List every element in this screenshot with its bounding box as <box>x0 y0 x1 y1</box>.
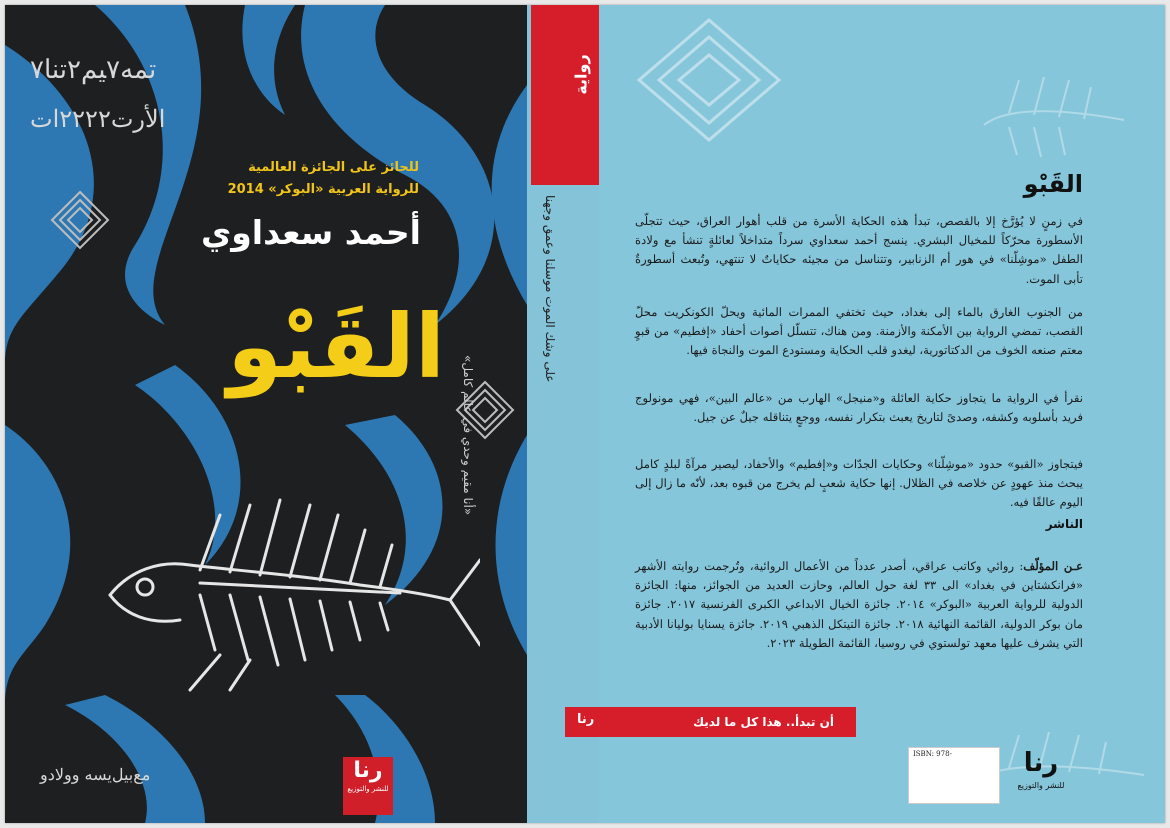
genre-label: رواية <box>571 54 591 95</box>
ancient-script-top: ﺗﻤﻪ٧ﻴﻢ٢ﺗﻨﺎ٧ <box>30 55 157 85</box>
fish-skeleton-icon <box>100 475 480 695</box>
prize-line-1: للحائز على الجائزة العالمية <box>248 160 419 175</box>
blurb-paragraph: من الجنوب الغارق بالماء إلى بغداد، حيث تختفي الممرات المائية ويحلّ الكونكريت محلّ القصب، تمضي الرواية بين الأمكنة والأزمنة. ومن هناك، تتسلّل أصوات أحفاد «إفطيم» من قبوٍ معتم صنعه الخوف من الدكتاتورية، ليغدو قلب الحكاية ومستودع الموت والنجاة فيها. <box>635 305 1083 358</box>
blurb-paragraph: في زمنٍ لا يُؤرَّخ إلا بالقصص، تبدأ هذه الحكاية الأسرة من قلب أهوار العراق، حيث تتجلّى الأسطورة محرّكاً للمخيال البشري. ينسج أحمد سعداوي سرداً متداخلاً لعائلةٍ تنشأ مع ولادة الطفل «موشِلّنا» في هور أم الزنابير، وتتناسل من مجيئه حكاياتٌ لا تنتهي، وتُبعث أسطورةٌ تأبى الموت. <box>635 214 1083 286</box>
fish-skeleton-icon <box>979 65 1129 165</box>
prize-note <box>228 157 419 201</box>
isbn-box <box>908 747 1000 804</box>
book-title: القَبْو <box>227 295 445 398</box>
diamond-pattern-icon <box>50 190 110 250</box>
publisher-logo-icon: ﺭﻧﺎ <box>1023 748 1059 778</box>
blurb-paragraph: فيتجاوز «القبو» حدود «موشِلّنا» وحكايات الجدّات و«إفطيم» والأحفاد، ليصير مرآةً لبلدٍ كامل يبحث منذ عهودٍ عن خلاصه في الظلال. إنها حكاية شعبٍ لم يخرج من قبوه بعد، لأنّه ما زال إلى اليوم عالقًا فيه. <box>635 457 1083 510</box>
back-title: القَبْو <box>1023 170 1083 198</box>
ancient-script-bottom: ﻣﻊﺑﻴﻞﻳﺴﻪ ﻭﻭﻻﺩﻭ <box>40 765 151 784</box>
about-author-label: عـن المؤلّف <box>1023 559 1084 573</box>
back-publisher-logo-sub: للنشر والتوزيع <box>1017 781 1065 790</box>
publisher-logo <box>343 757 393 815</box>
ancient-script-mid: ﺍﻷﺭﺕ٢٢٢٢ﺍﺕ <box>30 105 166 133</box>
author-name: أحمد سعداوي <box>201 213 421 252</box>
isbn-text: ISBN: 978- <box>913 750 952 758</box>
about-author-text: : روائي وكاتب عراقي، أصدر عدداً من الأعمال الروائية، وتُرجمت روايته الأشهر «فرانكشتاين في بغداد» الى ٣٣ لغة حول العالم، وحازت العديد من الجوائز، منها: الجائزة الدولية للرواية العربية «البوكر» ٢٠١٤. جائزة الخيال الابداعي الكبرى الفرنسية ٢٠١٧. جائزة مان بوكر الدولية، القائمة النهائية ٢٠١٨. جائزة التيتكل الذهبي ٢٠١٩. جائزة يسنايا بوليانا الأدبية التي يشرف عليها معهد تولستوي في روسيا، القائمة الطويلة ٢٠٢٣. <box>635 559 1083 650</box>
genre-tag <box>531 5 599 185</box>
front-quote: «أنا مقيم وحدي في عالم كامل» <box>461 355 475 516</box>
front-cover <box>5 5 527 823</box>
book-cover-spread <box>5 5 1165 823</box>
prize-line-2: للرواية العربية «البوكر» 2014 <box>227 182 419 197</box>
back-publisher-logo <box>1011 745 1071 805</box>
publisher-logo-icon: ﺭﻧﺎ <box>577 712 595 727</box>
blurb-paragraph: نقرأ في الرواية ما يتجاوز حكاية العائلة و«منيجل» الهارب من «عالم البين»، فهي مونولوج فريد بأسلوبه وكشفه، وصدىً لتاريخ يعبث بتكرار نفسه، ووجعٍ يتناقله جيلٌ عن جيل. <box>635 391 1083 425</box>
spine-vertical-text: على وشك الموت موسلنا وعمق وجهنا <box>543 195 557 383</box>
publisher-signature: الناشر <box>1045 517 1083 531</box>
publisher-logo-icon: ﺭﻧﺎ <box>353 758 383 783</box>
tagline-text: أن تبدأ.. هذا كل ما لديك <box>693 715 834 729</box>
diamond-pattern-icon <box>634 15 784 145</box>
tagline-banner <box>565 707 856 737</box>
about-author <box>635 557 1083 653</box>
publisher-logo-sub: للنشر والتوزيع <box>347 785 389 793</box>
